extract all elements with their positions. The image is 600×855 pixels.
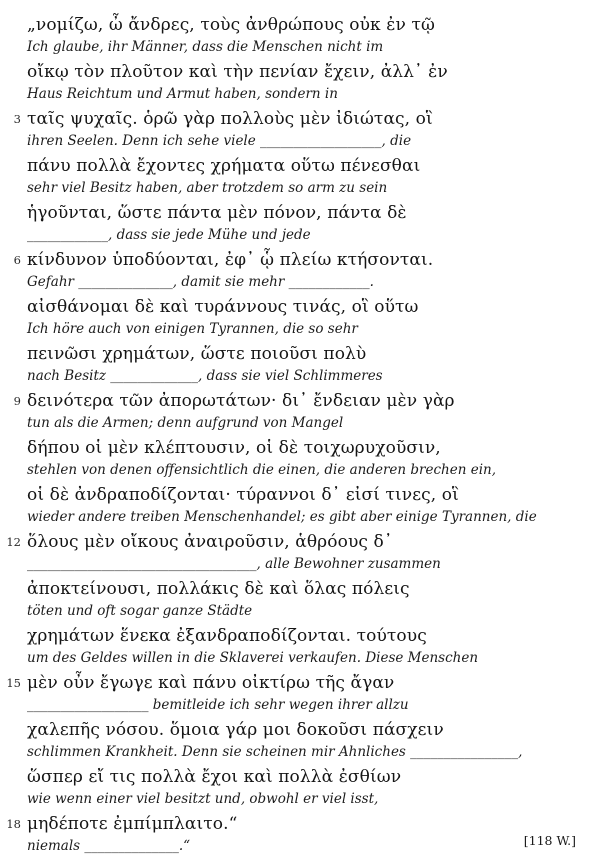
verse-row [0, 482, 600, 527]
verse-row [0, 764, 600, 809]
verse-lines [27, 576, 600, 621]
greek-line: αἰσθάνομαι δὲ καὶ τυράννους τινάς, οἳ οὕτω [27, 297, 419, 317]
greek-line: μὲν οὖν ἔγωγε καὶ πάνυ οἰκτίρω τῆς ἄγαν [27, 673, 395, 693]
verse-lines [27, 59, 600, 104]
verse-lines [27, 529, 600, 574]
german-translation-line: Ich höre auch von einigen Tyrannen, die so sehr [27, 321, 358, 337]
german-translation-line: stehlen von denen offensichtlich die einen, die anderen brechen ein, [27, 462, 497, 478]
verse-lines [27, 12, 600, 57]
verse-row [0, 106, 600, 151]
german-translation-line: schlimmen Krankheit. Denn sie scheinen mir Ahnliches ________________, [27, 744, 523, 760]
greek-line: πάνυ πολλὰ ἔχοντες χρήματα οὕτω πένεσθαι [27, 156, 421, 176]
verse-lines [27, 482, 600, 527]
verse-row [0, 341, 600, 386]
line-number [0, 623, 27, 668]
verse-row [0, 153, 600, 198]
source-reference: [118 W.] [523, 833, 576, 848]
german-translation-line: Haus Reichtum und Armut haben, sondern in [27, 86, 338, 102]
line-number [0, 294, 27, 339]
german-translation-line: __________________ bemitleide ich sehr wegen ihrer allzu [27, 697, 409, 713]
line-number [0, 12, 27, 57]
verse-row [0, 435, 600, 480]
german-translation-line: töten und oft sogar ganze Städte [27, 603, 253, 619]
line-number: 9 [13, 394, 21, 408]
verse-lines [27, 153, 600, 198]
greek-line: χρημάτων ἕνεκα ἐξανδραποδίζονται. τούτους [27, 626, 427, 646]
german-translation-line: wieder andere treiben Menschenhandel; es gibt aber einige Tyrannen, die [27, 509, 537, 525]
german-translation-line: Ich glaube, ihr Männer, dass die Menschen nicht im [27, 39, 384, 55]
line-number [0, 482, 27, 527]
line-number: 3 [13, 112, 21, 126]
line-number [0, 341, 27, 386]
line-number [0, 435, 27, 480]
german-translation-line: wie wenn einer viel besitzt und, obwohl er viel isst, [27, 791, 379, 807]
line-number [0, 153, 27, 198]
line-number: 12 [6, 535, 21, 549]
greek-line: ὥσπερ εἴ τις πολλὰ ἔχοι καὶ πολλὰ ἐσθίων [27, 767, 402, 787]
greek-line: κίνδυνον ὑποδύονται, ἐφ᾽ ᾧ πλείω κτήσονται. [27, 250, 434, 270]
verse-lines [27, 106, 600, 151]
greek-line: δήπου οἱ μὲν κλέπτουσιν, οἱ δὲ τοιχωρυχοῦσιν, [27, 438, 441, 458]
verse-lines [27, 717, 600, 762]
verse-lines [27, 200, 600, 245]
verse-row [0, 59, 600, 104]
verse-row [0, 717, 600, 762]
verse-lines [27, 670, 600, 715]
line-number [0, 576, 27, 621]
verse-row [0, 388, 600, 433]
greek-line: ἀποκτείνουσι, πολλάκις δὲ καὶ ὅλας πόλεις [27, 579, 410, 599]
german-translation-line: niemals ______________.“ [27, 838, 191, 854]
greek-line: ἡγοῦνται, ὥστε πάντα μὲν πόνον, πάντα δὲ [27, 203, 407, 223]
verse-lines [27, 764, 600, 809]
line-number: 15 [6, 676, 21, 690]
line-number [0, 717, 27, 762]
greek-line: ὅλους μὲν οἴκους ἀναιροῦσιν, ἁθρόους δ᾽ [27, 532, 393, 552]
greek-line: οἱ δὲ ἀνδραποδίζονται· τύραννοι δ᾽ εἰσί τινες, οἳ [27, 485, 459, 505]
verse-row [0, 811, 600, 855]
greek-line: μηδέποτε ἐμπίμπλαιτο.“ [27, 814, 238, 834]
line-number [0, 764, 27, 809]
verse-lines [27, 388, 600, 433]
german-translation-line: tun als die Armen; denn aufgrund von Mangel [27, 415, 344, 431]
verse-lines [27, 247, 600, 292]
verse-row [0, 12, 600, 57]
verse-row [0, 623, 600, 668]
line-number [0, 200, 27, 245]
verse-lines [27, 435, 600, 480]
verse-row [0, 247, 600, 292]
german-translation-line: Gefahr ______________, damit sie mehr ____________. [27, 274, 374, 290]
line-number: 6 [13, 253, 21, 267]
german-translation-line: nach Besitz _____________, dass sie viel Schlimmeres [27, 368, 383, 384]
german-translation-line: um des Geldes willen in die Sklaverei verkaufen. Diese Menschen [27, 650, 479, 666]
verse-row [0, 576, 600, 621]
greek-line: οἴκῳ τὸν πλοῦτον καὶ τὴν πενίαν ἔχειν, ἀλλ᾽ ἐν [27, 62, 448, 82]
verses [0, 12, 600, 855]
greek-line: πεινῶσι χρημάτων, ὥστε ποιοῦσι πολὺ [27, 344, 367, 364]
verse-row [0, 294, 600, 339]
verse-row [0, 670, 600, 715]
greek-line: χαλεπῆς νόσου. ὅμοια γάρ μοι δοκοῦσι πάσχειν [27, 720, 444, 740]
verse-row [0, 529, 600, 574]
greek-line: „νομίζω, ὦ ἄνδρες, τοὺς ἀνθρώπους οὐκ ἐν τῷ [27, 15, 435, 35]
greek-line: δεινότερα τῶν ἀπορωτάτων· δι᾽ ἔνδειαν μὲν γὰρ [27, 391, 455, 411]
verse-lines [27, 811, 600, 855]
verse-lines [27, 294, 600, 339]
greek-line: ταῖς ψυχαῖς. ὁρῶ γὰρ πολλοὺς μὲν ἰδιώτας, οἳ [27, 109, 433, 129]
german-translation-line: ____________, dass sie jede Mühe und jede [27, 227, 311, 243]
line-number: 18 [6, 817, 21, 831]
verse-lines [27, 623, 600, 668]
german-translation-line: ihren Seelen. Denn ich sehe viele __________________, die [27, 133, 412, 149]
verse-row [0, 200, 600, 245]
german-translation-line: sehr viel Besitz haben, aber trotzdem so arm zu sein [27, 180, 388, 196]
german-translation-line: __________________________________, alle Bewohner zusammen [27, 556, 441, 572]
verse-lines [27, 341, 600, 386]
line-number [0, 59, 27, 104]
